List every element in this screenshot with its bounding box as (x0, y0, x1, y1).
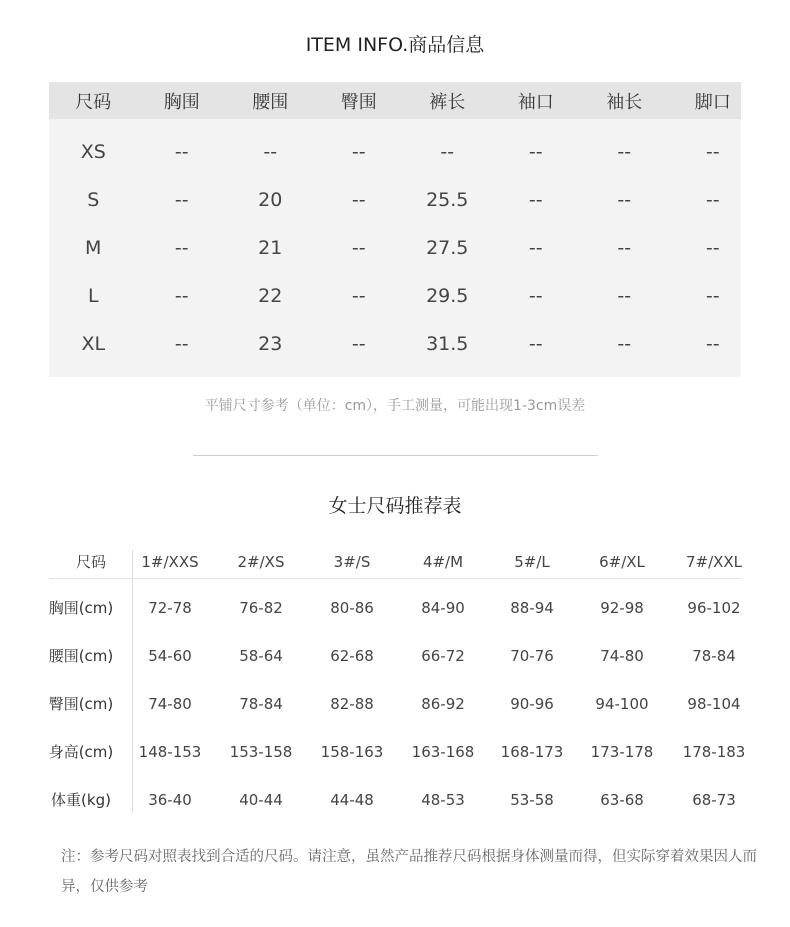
size-cell: -- (528, 237, 543, 259)
size-cell: -- (174, 237, 189, 259)
rec-size-header: 2#/XS (237, 553, 285, 571)
rec-row-label: 体重(kg) (51, 791, 111, 809)
size-cell: -- (705, 285, 720, 307)
column-divider (132, 550, 133, 813)
rec-cell: 178-183 (682, 743, 746, 761)
rec-cell: 88-94 (510, 599, 554, 617)
rec-size-header: 5#/L (514, 553, 550, 571)
rec-cell: 153-158 (229, 743, 293, 761)
rec-row (49, 642, 741, 672)
size-cell: -- (351, 333, 366, 355)
rec-cell: 158-163 (320, 743, 384, 761)
recommendation-table (48, 548, 746, 813)
rec-cell: 90-96 (510, 695, 554, 713)
size-cell: M (85, 237, 102, 259)
size-cell: S (87, 189, 100, 211)
size-row (49, 224, 741, 272)
size-header-cell: 裤长 (429, 91, 466, 113)
size-cell: -- (528, 141, 543, 163)
rec-cell: 86-92 (421, 695, 465, 713)
rec-row (49, 690, 741, 720)
rec-row-label: 腰围(cm) (48, 647, 114, 665)
rec-row-label: 胸围(cm) (48, 599, 114, 617)
rec-row (49, 786, 741, 816)
section-divider (193, 455, 598, 456)
rec-cell: 74-80 (600, 647, 644, 665)
size-header-cell: 袖口 (517, 91, 554, 113)
header-divider (49, 578, 741, 579)
size-table-body (49, 119, 741, 368)
size-cell: -- (174, 285, 189, 307)
size-cell: -- (705, 189, 720, 211)
rec-cell: 53-58 (510, 791, 554, 809)
size-cell: -- (174, 189, 189, 211)
rec-cell: 163-168 (411, 743, 475, 761)
footer-note: 注：参考尺码对照表找到合适的尺码。请注意，虽然产品推荐尺码根据身体测量而得，但实际穿着效果因人而异，仅供参考 (61, 849, 757, 895)
rec-cell: 148-153 (138, 743, 202, 761)
rec-corner-label: 尺码 (75, 553, 106, 571)
size-header-cell: 腰围 (252, 91, 289, 113)
size-row (49, 128, 741, 176)
rec-cell: 40-44 (239, 791, 283, 809)
rec-cell: 78-84 (239, 695, 283, 713)
size-cell: 20 (258, 189, 283, 211)
rec-cell: 80-86 (330, 599, 374, 617)
recommendation-title: 女士尺码推荐表 (328, 495, 462, 517)
rec-size-header: 7#/XXL (685, 553, 743, 571)
size-cell: 22 (258, 285, 283, 307)
rec-cell: 62-68 (330, 647, 374, 665)
size-row (49, 320, 741, 368)
size-cell: -- (617, 237, 632, 259)
size-cell: -- (351, 237, 366, 259)
size-cell: -- (528, 333, 543, 355)
rec-cell: 74-80 (148, 695, 192, 713)
rec-size-header: 6#/XL (599, 553, 645, 571)
rec-cell: 68-73 (692, 791, 736, 809)
size-cell: -- (174, 333, 189, 355)
size-header-cell: 臀围 (340, 91, 377, 113)
rec-size-header: 4#/M (422, 553, 464, 571)
rec-cell: 168-173 (500, 743, 564, 761)
size-cell: -- (617, 189, 632, 211)
size-cell: 29.5 (426, 285, 469, 307)
size-cell: -- (617, 333, 632, 355)
rec-cell: 70-76 (510, 647, 554, 665)
rec-row (48, 738, 746, 768)
size-cell: -- (351, 189, 366, 211)
size-header-cell: 袖长 (606, 91, 643, 113)
size-cell: L (87, 285, 99, 307)
size-table-header (49, 82, 741, 119)
rec-cell: 98-104 (687, 695, 741, 713)
size-cell: XL (81, 333, 106, 355)
rec-cell: 44-48 (330, 791, 374, 809)
rec-header-row (49, 548, 741, 576)
rec-size-header: 3#/S (333, 553, 371, 571)
measurement-note: 平铺尺寸参考（单位：cm），手工测量，可能出现1-3cm误差 (204, 398, 586, 414)
rec-cell: 66-72 (421, 647, 465, 665)
rec-cell: 54-60 (148, 647, 192, 665)
size-cell: 21 (258, 237, 283, 259)
rec-cell: 63-68 (600, 791, 644, 809)
size-cell: 27.5 (426, 237, 469, 259)
rec-size-header: 1#/XXS (141, 553, 199, 571)
size-cell: 25.5 (426, 189, 469, 211)
rec-cell: 96-102 (687, 599, 741, 617)
rec-row-label: 臀围(cm) (48, 695, 114, 713)
size-cell: -- (705, 141, 720, 163)
rec-cell: 78-84 (692, 647, 736, 665)
size-row (49, 272, 741, 320)
size-cell: -- (617, 285, 632, 307)
size-cell: -- (528, 189, 543, 211)
rec-cell: 76-82 (239, 599, 283, 617)
size-cell: 23 (258, 333, 283, 355)
size-table (49, 82, 741, 377)
size-cell: 31.5 (426, 333, 469, 355)
rec-cell: 36-40 (148, 791, 192, 809)
size-cell: -- (705, 333, 720, 355)
size-cell: -- (351, 285, 366, 307)
size-cell: -- (440, 141, 455, 163)
rec-row (49, 594, 741, 624)
rec-cell: 58-64 (239, 647, 283, 665)
rec-cell: 92-98 (600, 599, 644, 617)
page-title: ITEM INFO.商品信息 (305, 34, 485, 56)
rec-cell: 72-78 (148, 599, 192, 617)
rec-cell: 84-90 (421, 599, 465, 617)
size-header-cell: 胸围 (163, 91, 200, 113)
size-header-cell: 尺码 (75, 91, 112, 113)
size-row (49, 176, 741, 224)
size-cell: XS (80, 141, 106, 163)
size-cell: -- (263, 141, 278, 163)
size-cell: -- (705, 237, 720, 259)
size-header-cell: 脚口 (694, 91, 731, 113)
size-cell: -- (617, 141, 632, 163)
rec-cell: 82-88 (330, 695, 374, 713)
rec-cell: 48-53 (421, 791, 465, 809)
size-cell: -- (174, 141, 189, 163)
rec-cell: 94-100 (595, 695, 649, 713)
size-cell: -- (528, 285, 543, 307)
size-cell: -- (351, 141, 366, 163)
rec-row-label: 身高(cm) (48, 743, 114, 761)
rec-cell: 173-178 (590, 743, 654, 761)
